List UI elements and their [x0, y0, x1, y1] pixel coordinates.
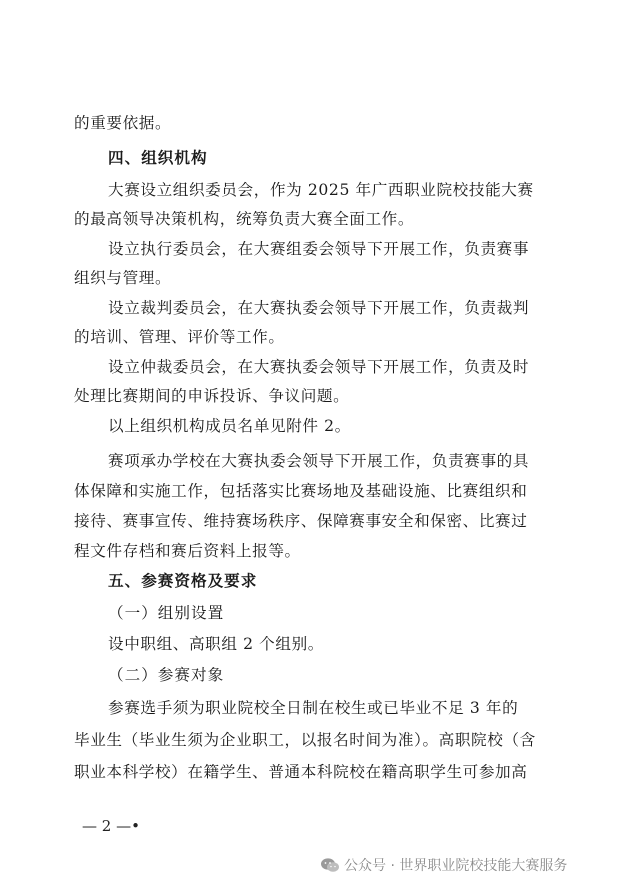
paragraph-line: 设立裁判委员会，在大赛执委会领导下开展工作，负责裁判: [108, 299, 530, 317]
paragraph-line: 设立仲裁委员会，在大赛执委会领导下开展工作，负责及时: [108, 358, 530, 376]
section-heading: 五、参赛资格及要求: [108, 572, 258, 590]
watermark-text: 公众号 · 世界职业院校技能大赛服务: [344, 858, 568, 874]
paragraph-line: 接待、赛事宣传、维持赛场秩序、保障赛事安全和保密、比赛过: [74, 512, 528, 530]
paragraph-line: 的培训、管理、评价等工作。: [74, 328, 285, 346]
paragraph-line: 大赛设立组织委员会，作为 2025 年广西职业院校技能大赛: [108, 181, 534, 199]
paragraph-line: 组织与管理。: [74, 269, 172, 287]
paragraph-line: 以上组织机构成员名单见附件 2。: [108, 417, 351, 435]
subsection-heading: （一）组别设置: [108, 604, 225, 622]
section-heading: 四、组织机构: [108, 149, 208, 167]
paragraph-line: 的重要依据。: [74, 114, 172, 132]
paragraph-line: 设立执行委员会，在大赛组委会领导下开展工作，负责赛事: [108, 240, 530, 258]
paragraph-line: 体保障和实施工作，包括落实比赛场地及基础设施、比赛组织和: [74, 482, 528, 500]
subsection-heading: （二）参赛对象: [108, 666, 225, 684]
watermark: [320, 852, 620, 878]
paragraph-line: 参赛选手须为职业院校全日制在校生或已毕业不足 3 年的: [108, 699, 519, 717]
paragraph-line: 处理比赛期间的申诉投诉、争议问题。: [74, 387, 350, 405]
paragraph-line: 职业本科学校）在籍学生、普通本科院校在籍高职学生可参加高: [74, 763, 528, 781]
wechat-icon: [320, 857, 340, 873]
paragraph-line: 赛项承办学校在大赛执委会领导下开展工作，负责赛事的具: [108, 452, 530, 470]
paragraph-line: 设中职组、高职组 2 个组别。: [108, 635, 324, 653]
paragraph-line: 毕业生（毕业生须为企业职工，以报名时间为准）。高职院校（含: [74, 731, 536, 749]
paragraph-line: 的最高领导决策机构，统筹负责大赛全面工作。: [74, 210, 415, 228]
paragraph-line: 程文件存档和赛后资料上报等。: [74, 542, 301, 560]
page-number: — 2 —•: [82, 817, 140, 835]
